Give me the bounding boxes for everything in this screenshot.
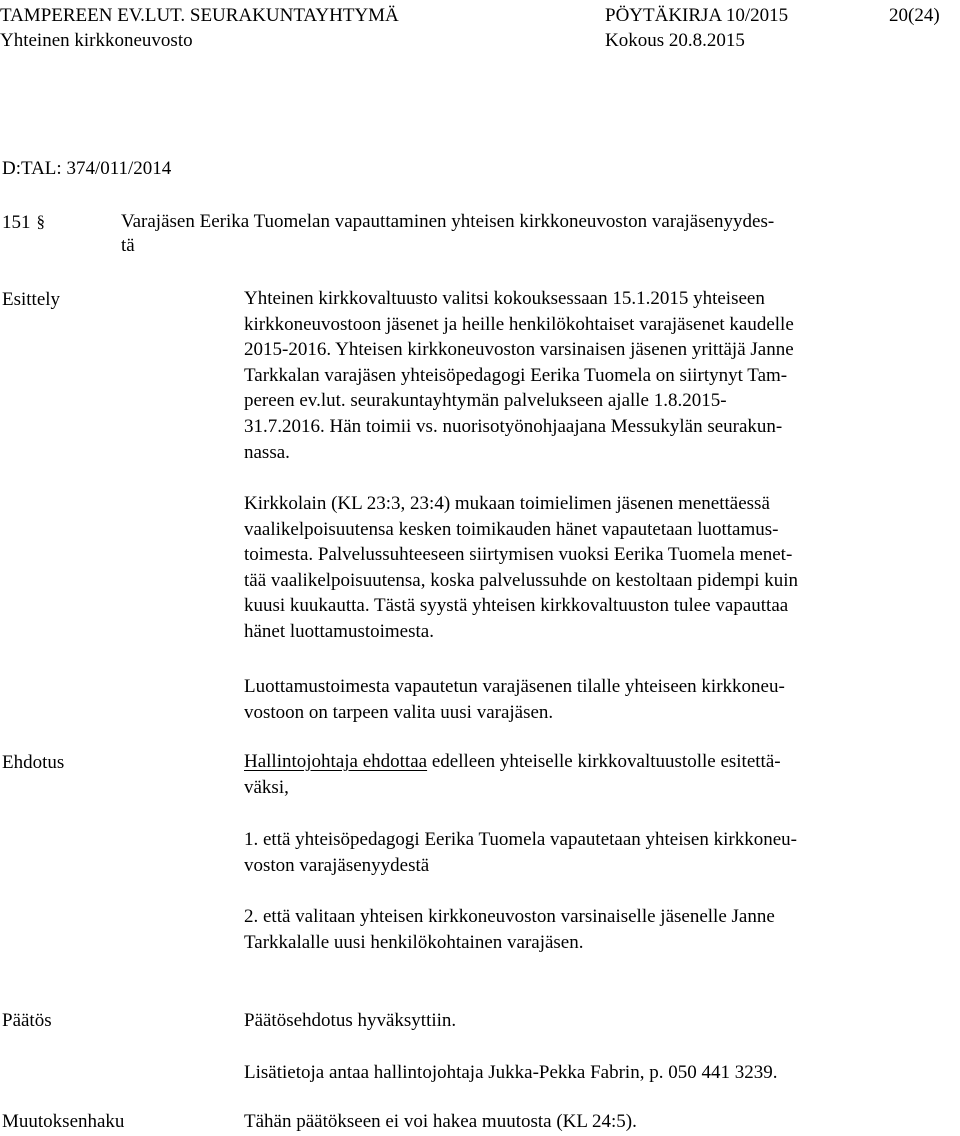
text-line: Luottamustoimesta vapautetun varajäsenen tilalle yhteiseen kirkkoneu- bbox=[244, 676, 785, 697]
text-line: nassa. bbox=[244, 441, 290, 463]
text-line: 31.7.2016. Hän toimii vs. nuorisotyönohjaajana Messukylän seurakun- bbox=[244, 415, 783, 437]
text-line: voston varajäsenyydestä bbox=[244, 854, 430, 876]
text-line: Kirkkolain (KL 23:3, 23:4) mukaan toimielimen jäsenen menettäessä bbox=[244, 493, 770, 514]
header-meeting-date: Kokous 20.8.2015 bbox=[605, 30, 745, 51]
header-doc-type: PÖYTÄKIRJA 10/2015 bbox=[605, 5, 789, 26]
header-org: TAMPEREEN EV.LUT. SEURAKUNTAYHTYMÄ bbox=[0, 5, 399, 26]
esittely-label: Esittely bbox=[2, 289, 61, 310]
text-line: vostoon on tarpeen valita uusi varajäsen. bbox=[244, 701, 554, 723]
dtal-reference: D:TAL: 374/011/2014 bbox=[2, 158, 172, 179]
text-line: 2015-2016. Yhteisen kirkkoneuvoston varsinaisen jäsenen yrittäjä Janne bbox=[244, 339, 794, 361]
text-line: hänet luottamustoimesta. bbox=[244, 620, 434, 642]
text-line: tää vaalikelpoisuutensa, koska palvelussuhde on kestoltaan pidempi kuin bbox=[244, 569, 799, 591]
text-line: pereen ev.lut. seurakuntayhtymän palvelukseen ajalle 1.8.2015- bbox=[244, 390, 727, 412]
paatos-info: Lisätietoja antaa hallintojohtaja Jukka-Pekka Fabrin, p. 050 441 3239. bbox=[244, 1062, 778, 1083]
proposer: Hallintojohtaja ehdottaa bbox=[244, 751, 428, 772]
item-number-row bbox=[2, 210, 45, 235]
ehdotus-label: Ehdotus bbox=[2, 752, 65, 773]
text-line: Tarkkalan varajäsen yhteisöpedagogi Eerika Tuomela on siirtynyt Tam- bbox=[244, 364, 788, 386]
text-line bbox=[244, 749, 781, 775]
text-line: 2. että valitaan yhteisen kirkkoneuvoston varsinaiselle jäsenelle Janne bbox=[244, 906, 775, 927]
paatos-text: Päätösehdotus hyväksyttiin. bbox=[244, 1010, 457, 1031]
muutoksenhaku-text: Tähän päätökseen ei voi hakea muutosta (KL 24:5). bbox=[244, 1111, 637, 1132]
ehdotus-lead bbox=[244, 749, 781, 800]
esittely-paragraph-1 bbox=[244, 286, 794, 465]
text-line: Tarkkalalle uusi henkilökohtainen varajäsen. bbox=[244, 931, 584, 953]
esittely-paragraph-2 bbox=[244, 491, 798, 645]
muutoksenhaku-label: Muutoksenhaku bbox=[2, 1111, 125, 1132]
text-line: vaalikelpoisuutensa kesken toimikauden hänet vapautetaan luottamus- bbox=[244, 518, 779, 540]
text-line: kirkkoneuvostoon jäsenet ja heille henkilökohtaiset varajäsenet kaudelle bbox=[244, 313, 794, 335]
header-page-number: 20(24) bbox=[889, 5, 940, 26]
item-title bbox=[121, 210, 774, 258]
text-line: 1. että yhteisöpedagogi Eerika Tuomela vapautetaan yhteisen kirkkoneu- bbox=[244, 829, 797, 850]
header-body: Yhteinen kirkkoneuvosto bbox=[0, 30, 193, 51]
item-title-line: Varajäsen Eerika Tuomelan vapauttaminen yhteisen kirkkoneuvoston varajäsenyydes- bbox=[121, 211, 775, 232]
esittely-paragraph-3 bbox=[244, 674, 785, 725]
text-line: väksi, bbox=[244, 776, 289, 798]
section-sign: § bbox=[36, 212, 45, 231]
ehdotus-point-1 bbox=[244, 827, 797, 878]
ehdotus-point-2 bbox=[244, 904, 775, 955]
lead-rest: edelleen yhteiselle kirkkovaltuustolle esitettä- bbox=[427, 751, 781, 772]
text-line: toimesta. Palvelussuhteeseen siirtymisen vuoksi Eerika Tuomela menet- bbox=[244, 544, 793, 566]
paatos-label: Päätös bbox=[2, 1010, 52, 1031]
item-title-line: tä bbox=[121, 235, 135, 256]
text-line: Yhteinen kirkkovaltuusto valitsi kokouksessaan 15.1.2015 yhteiseen bbox=[244, 288, 765, 309]
item-number: 151 bbox=[2, 212, 31, 233]
text-line: kuusi kuukautta. Tästä syystä yhteisen kirkkovaltuuston tulee vapauttaa bbox=[244, 595, 789, 617]
